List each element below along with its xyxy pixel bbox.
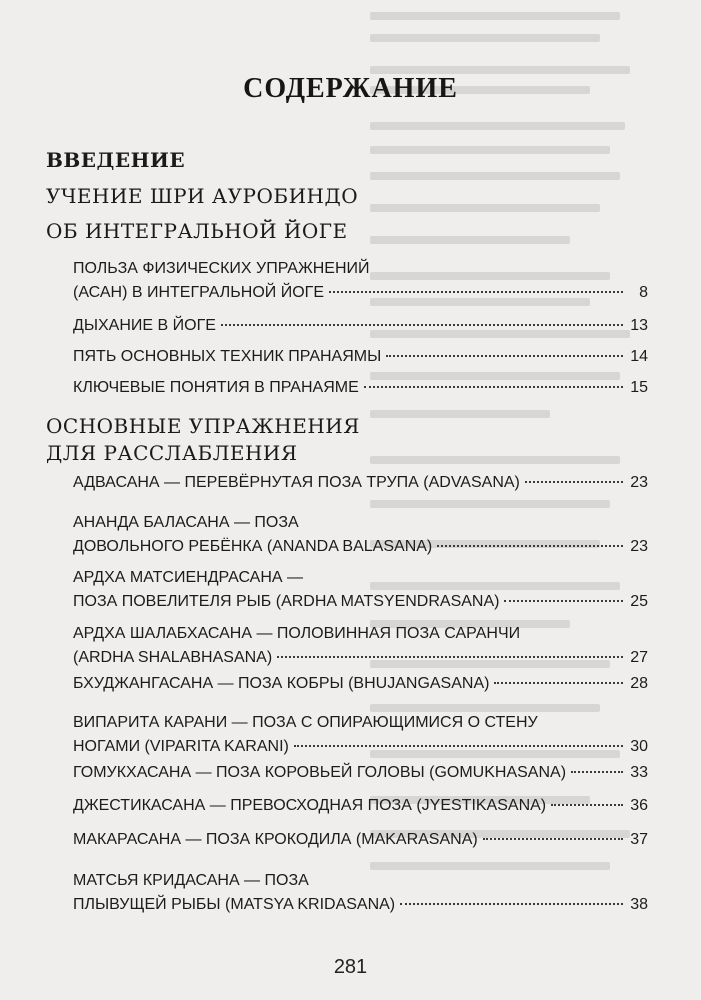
dot-leader	[294, 745, 623, 747]
section-heading-basic-exercises: ОСНОВНЫЕ УПРАЖНЕНИЯ	[46, 414, 360, 438]
page-number: 37	[630, 831, 648, 848]
toc-entry[interactable]	[73, 869, 648, 917]
dot-leader	[437, 545, 623, 547]
page-number: 28	[630, 675, 648, 692]
section-heading-integral-yoga: ОБ ИНТЕГРАЛЬНОЙ ЙОГЕ	[46, 219, 348, 243]
toc-entry[interactable]	[73, 711, 648, 759]
toc-entry[interactable]	[73, 345, 648, 369]
dot-leader	[364, 386, 623, 388]
toc-entry[interactable]	[73, 471, 648, 495]
page-number: 13	[630, 317, 648, 334]
toc-entry[interactable]	[73, 828, 648, 852]
dot-leader	[551, 804, 623, 806]
entry-title-line: (ARDHA SHALABHASANA)	[73, 649, 273, 666]
page-number: 36	[630, 797, 648, 814]
dot-leader	[525, 481, 623, 483]
entry-title-line: МАТСЬЯ КРИДАСАНА — ПОЗА	[73, 872, 309, 889]
entry-title-line: АНАНДА БАЛАСАНА — ПОЗА	[73, 514, 299, 531]
dot-leader	[483, 838, 623, 840]
toc-entry[interactable]	[73, 376, 648, 400]
page-title: СОДЕРЖАНИЕ	[243, 73, 458, 104]
entry-title-line: АРДХА МАТСИЕНДРАСАНА —	[73, 569, 304, 586]
page-number: 38	[630, 896, 648, 913]
entry-title-line: БХУДЖАНГАСАНА — ПОЗА КОБРЫ (BHUJANGASANA)	[73, 675, 490, 692]
page-number: 15	[630, 379, 648, 396]
toc-entry[interactable]	[73, 761, 648, 785]
entry-title-line: КЛЮЧЕВЫЕ ПОНЯТИЯ В ПРАНАЯМЕ	[73, 379, 359, 396]
toc-entry[interactable]	[73, 672, 648, 696]
dot-leader	[400, 903, 623, 905]
page-number: 25	[630, 593, 648, 610]
entry-title-line: АРДХА ШАЛАБХАСАНА — ПОЛОВИННАЯ ПОЗА САРАНЧИ	[73, 625, 521, 642]
toc-entry[interactable]	[73, 511, 648, 559]
section-heading-relaxation: ДЛЯ РАССЛАБЛЕНИЯ	[46, 441, 298, 465]
entry-title-line: ВИПАРИТА КАРАНИ — ПОЗА С ОПИРАЮЩИМИСЯ О СТЕНУ	[73, 714, 538, 731]
dot-leader	[386, 355, 623, 357]
entry-title-line: ГОМУКХАСАНА — ПОЗА КОРОВЬЕЙ ГОЛОВЫ (GOMUKHASANA)	[73, 764, 567, 781]
entry-title-line: ПОЗА ПОВЕЛИТЕЛЯ РЫБ (ARDHA MATSYENDRASANA)	[73, 593, 500, 610]
entry-title-line: ДЫХАНИЕ В ЙОГЕ	[73, 317, 216, 334]
page-number: 23	[630, 538, 648, 555]
dot-leader	[277, 656, 623, 658]
page-number: 30	[630, 738, 648, 755]
toc-entry[interactable]	[73, 794, 648, 818]
entry-title-line: ПОЛЬЗА ФИЗИЧЕСКИХ УПРАЖНЕНИЙ	[73, 260, 370, 277]
page-number: 14	[630, 348, 648, 365]
section-heading-sri-aurobindo: УЧЕНИЕ ШРИ АУРОБИНДО	[46, 184, 359, 208]
dot-leader	[494, 682, 623, 684]
entry-title-line: (АСАН) В ИНТЕГРАЛЬНОЙ ЙОГЕ	[73, 284, 324, 301]
dot-leader	[221, 324, 623, 326]
toc-entry[interactable]	[73, 314, 648, 338]
toc-entry[interactable]	[73, 622, 648, 670]
entry-title-line: МАКАРАСАНА — ПОЗА КРОКОДИЛА (MAKARASANA)	[73, 831, 478, 848]
dot-leader	[571, 771, 623, 773]
entry-title-line: ПЛЫВУЩЕЙ РЫБЫ (MATSYA KRIDASANA)	[73, 896, 396, 913]
entry-title-line: НОГАМИ (VIPARITA KARANI)	[73, 738, 289, 755]
page-number: 33	[630, 764, 648, 781]
toc-entry[interactable]	[73, 257, 648, 305]
page-number: 8	[639, 284, 648, 301]
entry-title-line: ДОВОЛЬНОГО РЕБЁНКА (ANANDA BALASANA)	[73, 538, 433, 555]
entry-title-line: ПЯТЬ ОСНОВНЫХ ТЕХНИК ПРАНАЯМЫ	[73, 348, 382, 365]
entry-title-line: ДЖЕСТИКАСАНА — ПРЕВОСХОДНАЯ ПОЗА (JYESTIKASANA)	[73, 797, 547, 814]
entry-title-line: АДВАСАНА — ПЕРЕВЁРНУТАЯ ПОЗА ТРУПА (ADVASANA)	[73, 474, 520, 491]
dot-leader	[329, 291, 623, 293]
dot-leader	[504, 600, 623, 602]
page-number: 27	[630, 649, 648, 666]
toc-entry[interactable]	[73, 566, 648, 614]
page-folio-number: 281	[333, 956, 368, 978]
page-number: 23	[630, 474, 648, 491]
section-heading-introduction: ВВЕДЕНИЕ	[46, 148, 186, 172]
